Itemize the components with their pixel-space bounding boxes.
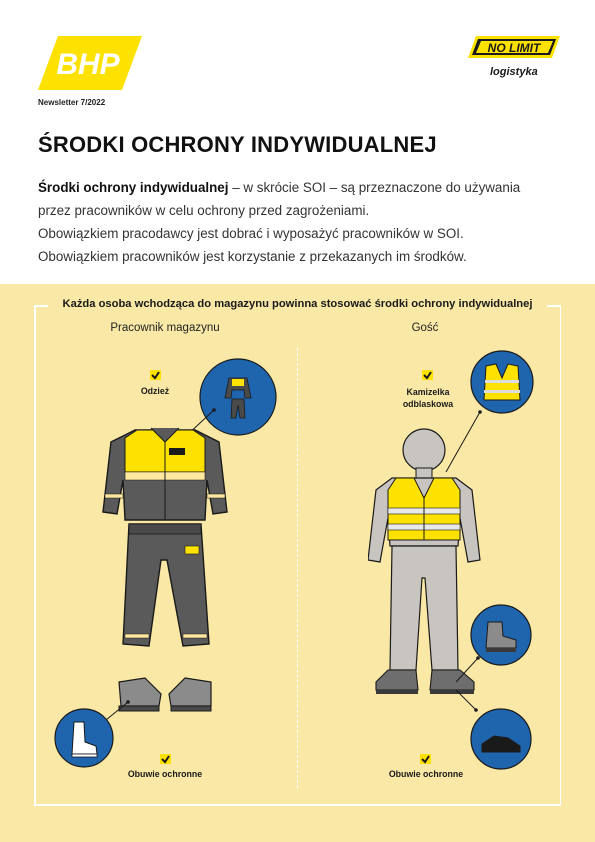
bhp-logo-text: BHP: [56, 48, 120, 81]
vest-check-icon: [422, 370, 433, 380]
intro-line-3: Obowiązkiem pracodawcy jest dobrać i wyposażyć pracowników w SOI.: [38, 226, 464, 241]
intro-bold-lead: Środki ochrony indywidualnej: [38, 180, 229, 195]
vest-tag-line-2: odblaskowa: [402, 399, 454, 409]
frame-left: [34, 305, 36, 805]
guest-shoes-tag: Obuwie ochronne: [388, 769, 464, 779]
intro-text: [38, 176, 558, 268]
brand-subtitle: logistyka: [490, 66, 538, 78]
panel-heading: Każda osoba wchodząca do magazynu powinna stosować środki ochrony indywidualnej: [62, 298, 533, 310]
no-limit-logo-text: NO LIMIT: [487, 41, 541, 55]
worker-uniform-illustration: [95, 420, 235, 720]
intro-line-2: przez pracowników w celu ochrony przed zagrożeniami.: [38, 203, 370, 218]
guest-shoes-check-icon: [420, 754, 431, 764]
vest-tag-line-1: Kamizelka: [406, 387, 450, 397]
intro-line-4: Obowiązkiem pracowników jest korzystanie z przekazanych im środków.: [38, 249, 467, 264]
guest-column-label: Gość: [411, 322, 439, 334]
vest-tag: [390, 386, 466, 410]
frame-right: [560, 305, 562, 805]
clothing-tag: Odzież: [140, 386, 170, 396]
guest-shoe-circle: [470, 708, 532, 770]
worker-column-label: Pracownik magazynu: [110, 322, 220, 334]
intro-line-1: – w skrócie SOI – są przeznaczone do używania: [228, 180, 521, 195]
column-divider: [297, 348, 298, 788]
worker-boots-circle: [54, 708, 114, 768]
worker-shoes-tag: Obuwie ochronne: [127, 769, 203, 779]
newsletter-issue: Newsletter 7/2022: [38, 98, 106, 107]
worker-shoes-check-icon: [160, 754, 171, 764]
guest-boot-pointer-line: [452, 656, 482, 686]
frame-bottom: [34, 804, 561, 806]
clothing-check-icon: [150, 370, 161, 380]
page-title: ŚRODKI OCHRONY INDYWIDUALNEJ: [38, 132, 437, 157]
vest-circle: [470, 350, 534, 414]
bhp-logo: [38, 36, 142, 90]
